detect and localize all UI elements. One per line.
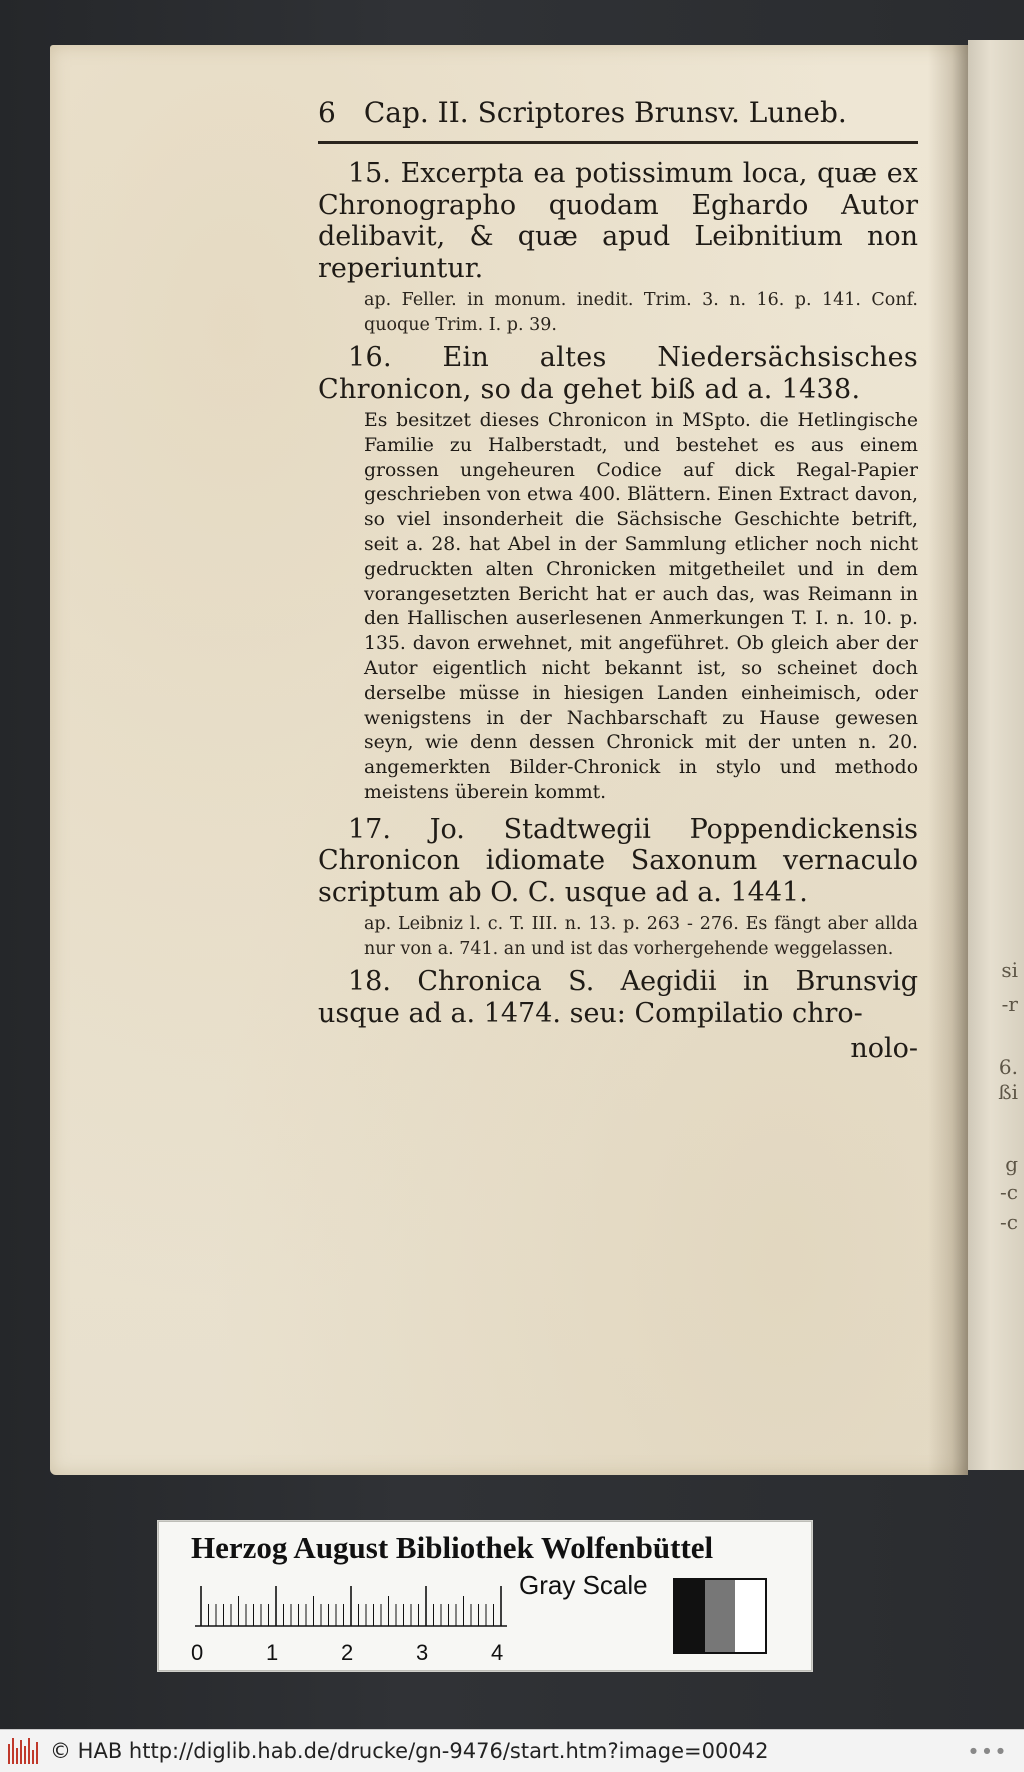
- ruler-number: 3: [416, 1640, 429, 1665]
- gray-scale-swatch: [673, 1578, 767, 1654]
- page-text: [318, 95, 918, 1064]
- catchword: nolo-: [850, 1033, 918, 1065]
- hab-logo-icon: [8, 1738, 40, 1764]
- running-title: Cap. II. Scriptores Brunsv. Luneb.: [363, 96, 847, 129]
- facing-fragment: si: [1001, 958, 1018, 982]
- footer-dots-icon: ● ● ●: [969, 1746, 1006, 1755]
- ruler-number: 2: [341, 1640, 354, 1665]
- entry-title-18: 18. Chronica S. Aegidii in Brunsvig usque ad a. 1474. seu: Compilatio chro-: [318, 966, 918, 1029]
- page-number: 6: [318, 96, 336, 129]
- ruler-number: 1: [266, 1640, 279, 1665]
- facing-fragment: g: [1005, 1152, 1018, 1176]
- entry-reference: ap. Feller. in monum. inedit. Trim. 3. n. 16. p. 141. Conf. quoque Trim. I. p. 39.: [364, 290, 918, 335]
- facing-page-edge: [968, 40, 1024, 1470]
- running-header: [318, 95, 918, 144]
- facing-fragment: 6.: [998, 1055, 1018, 1079]
- color-calibration-bar: [158, 1521, 812, 1671]
- entry-title-16: 16. Ein altes Niedersächsisches Chronicon, so da gehet biß ad a. 1438.: [318, 342, 918, 405]
- facing-fragment: -c: [1000, 1210, 1018, 1234]
- gray-scale-label: Gray Scale: [519, 1570, 648, 1600]
- entry-title-17: 17. Jo. Stadtwegii Poppendickensis Chronicon idiomate Saxonum vernaculo scriptum ab O. C. usque ad a. 1441.: [318, 813, 918, 908]
- page-gutter-shadow: [928, 45, 968, 1475]
- entry-reference: ap. Leibniz l. c. T. III. n. 13. p. 263 - 276. Es fängt aber allda nur von a. 741. an und ist das vorhergehende weggelassen.: [364, 914, 918, 960]
- ruler-number: 4: [491, 1640, 504, 1665]
- facing-fragment: -r: [1001, 992, 1018, 1016]
- footer-url[interactable]: © HAB http://diglib.hab.de/drucke/gn-9476/start.htm?image=00042: [50, 1739, 769, 1763]
- entry-title-15: 15. Excerpta ea potissimum loca, quæ ex Chronographo quodam Eghardo Autor delibavit, & quæ apud Leibnitium non reperiuntur.: [318, 158, 918, 284]
- ruler-number: 0: [191, 1640, 204, 1665]
- institution-name: Herzog August Bibliothek Wolfenbüttel: [191, 1530, 714, 1565]
- footer-bar: [0, 1729, 1024, 1772]
- entry-body-16: Es besitzet dieses Chronicon in MSpto. die Hetlingische Familie zu Halberstadt, und bestehet es aus einem grossen ungeheuren Codice auf dick Regal-Papier geschrieben von etwa 400. Blättern. Einen Extract davon, so viel insonderheit die Sächsische Geschichte betrift, seit a. 28. hat Abel in der Sammlung etlicher noch nicht gedruckten alten Chronicken mitgetheilet und in dem vorangesetzten Bericht hat er auch das, was Reimann in den Hallischen auserlesenen Anmerkungen T. I. n. 10. p. 135. davon erwehnet, mit angeführet. Ob gleich aber der Autor eigentlich nicht bekannt ist, so scheinet doch derselbe müsse in hiesigen Landen einheimisch, oder wenigstens in der Nachbarschaft zu Hause gewesen seyn, wie denn dessen Chronick mit der unten n. 20. angemerkten Bilder-Chronick in stylo und methodo meistens überein kommt.: [364, 410, 918, 803]
- facing-fragment: -c: [1000, 1180, 1018, 1204]
- facing-fragment: ßi: [998, 1080, 1018, 1104]
